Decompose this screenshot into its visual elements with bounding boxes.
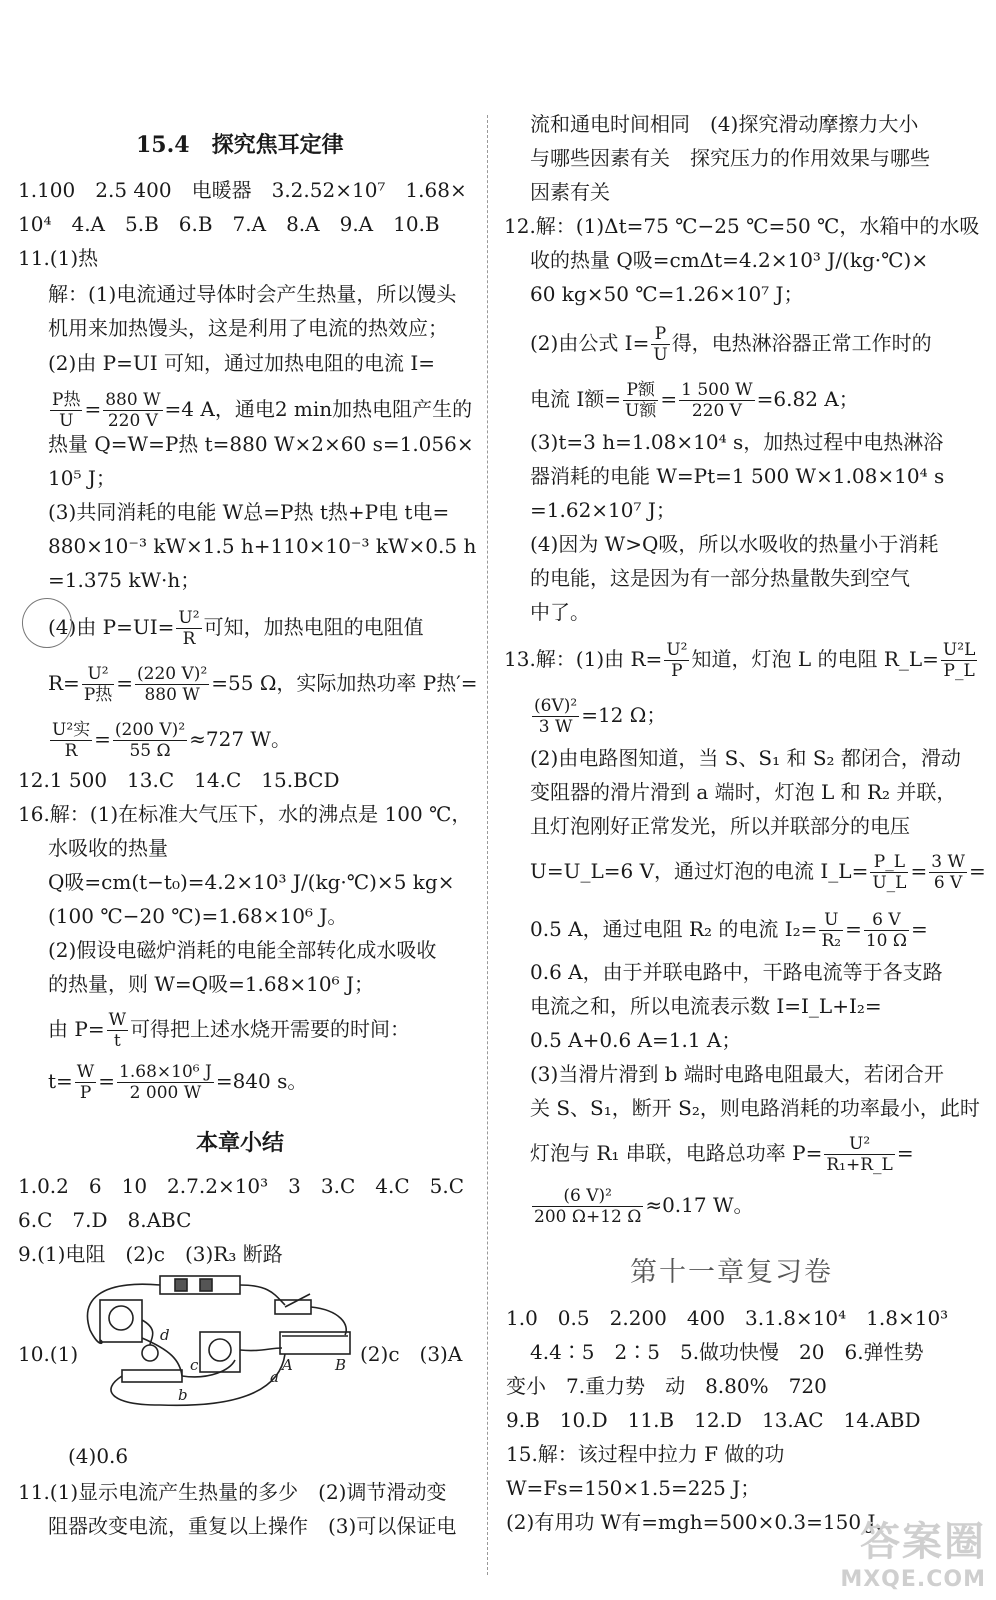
fraction: $\frac{\text{U²}}{\text{R₁+R\_L}}$ <box>826 1134 893 1175</box>
answer-line: 流和通电时间相同 (4)探究滑动摩擦力大小 <box>530 112 919 136</box>
answer-line: 变小 7.重力势 动 8.80% 720 <box>506 1374 827 1398</box>
answer-line: (100 ℃−20 ℃)=1.68×10⁶ J。 <box>48 904 348 928</box>
answer-line: (2)有用功 W有=mgh=500×0.3=150 J， <box>506 1510 896 1534</box>
answer-line: 且灯泡刚好正常发光，所以并联部分的电压 <box>530 814 910 838</box>
circuit-label-b: b <box>178 1386 188 1404</box>
answer-line: 水吸收的热量 <box>48 836 168 860</box>
fraction: $\frac{\text{U²}}{R}$ <box>178 608 200 649</box>
answer-line: 0.5 A+0.6 A=1.1 A； <box>530 1028 742 1052</box>
fraction: $\frac{W}{P}$ <box>76 1062 95 1103</box>
fraction: $\frac{\text{U²}}{\text{P热}}$ <box>83 664 113 705</box>
answer-line: 器消耗的电能 W=Pt=1 500 W×1.08×10⁴ s <box>530 464 945 488</box>
answer-line: (3)共同消耗的电能 W总=P热 t热+P电 t电= <box>48 500 450 524</box>
fraction: $\frac{6 V}{10 \Omega}$ <box>865 910 907 951</box>
answer-line: 解：(1)电流通过导体时会产生热量，所以馒头 <box>48 282 457 306</box>
section-title-15-4: 15.4 探究焦耳定律 <box>136 132 344 158</box>
fraction: $\frac{\text{U²}}{P}$ <box>666 640 688 681</box>
formula-line: 灯泡与 R₁ 串联，电路总功率 P= $\frac{\text{U²}}{\text{R₁+R\_L}}$ = <box>530 1134 914 1175</box>
battery-cell <box>175 1279 187 1291</box>
fraction: $\frac{P}{U}$ <box>653 324 668 365</box>
fraction: $\frac{\text{1.68×10⁶ J}}{2 000 W}$ <box>119 1062 212 1103</box>
answer-line: 机用来加热馒头，这是利用了电流的热效应； <box>48 316 448 340</box>
formula-line: 电流 I额= $\frac{\text{P额}}{\text{U额}}$ = $\frac{1 500 W}{220 V}$ =6.82 A； <box>530 380 859 421</box>
answer-line: 0.6 A，由于并联电路中，干路电流等于各支路 <box>530 960 943 984</box>
answer-line: 关 S、S₁，断开 S₂，则电路消耗的功率最小，此时 <box>530 1096 980 1120</box>
formula-line: $\frac{\text{(6V)²}}{3 W}$ =12 Ω； <box>534 696 667 737</box>
answer-line: 880×10⁻³ kW×1.5 h+110×10⁻³ kW×0.5 h <box>48 534 477 558</box>
lamp-base <box>122 1370 182 1382</box>
answer-line: 16.解：(1)在标准大气压下，水的沸点是 100 ℃， <box>18 802 472 826</box>
fraction: $\frac{U}{\text{R₂}}$ <box>821 910 842 951</box>
answer-line: 10⁴ 4.A 5.B 6.B 7.A 8.A 9.A 10.B <box>18 212 440 236</box>
section-title-review: 第十一章复习卷 <box>630 1257 833 1288</box>
answer-line: 1.100 2.5 400 电暖器 3.2.52×10⁷ 1.68× <box>18 178 467 202</box>
answer-line: 9.(1)电阻 (2)c (3)R₃ 断路 <box>18 1242 283 1266</box>
answer-line: 变阻器的滑片滑到 a 端时，灯泡 L 和 R₂ 并联， <box>530 780 957 804</box>
lamp-bulb <box>142 1345 158 1361</box>
circuit-label-a: a <box>270 1368 279 1386</box>
answer-line: 10⁵ J； <box>48 466 116 490</box>
circuit-label-B: B <box>335 1356 347 1374</box>
column-divider <box>487 115 488 1575</box>
answer-line: 60 kg×50 ℃=1.26×10⁷ J； <box>530 282 804 306</box>
answer-line: 9.B 10.D 11.B 12.D 13.AC 14.ABD <box>506 1408 921 1432</box>
answer-line: =1.375 kW·h； <box>48 568 201 592</box>
answer-line: (2)由电路图知道，当 S、S₁ 和 S₂ 都闭合，滑动 <box>530 746 961 770</box>
formula-line: (2)由公式 I= $\frac{P}{U}$ 得，电热淋浴器正常工作时的 <box>530 324 932 365</box>
fraction: $\frac{W}{t}$ <box>108 1010 127 1051</box>
circuit-label-d: d <box>160 1326 170 1344</box>
formula-line: 由 P= $\frac{W}{t}$ 可得把上述水烧开需要的时间： <box>48 1010 411 1051</box>
answer-line: (2)由 P=UI 可知，通过加热电阻的电流 I= <box>48 351 436 375</box>
formula-line: t= $\frac{W}{P}$ = $\frac{\text{1.68×10⁶ J}}{2 000 W}$ =840 s。 <box>48 1062 308 1103</box>
answer-line: (4)0.6 <box>68 1444 129 1468</box>
fraction: $\frac{\text{(6V)²}}{3 W}$ <box>534 696 578 737</box>
answer-line: 4.4∶5 2∶5 5.做功快慢 20 6.弹性势 <box>530 1340 924 1364</box>
answer-line: (3)t=3 h=1.08×10⁴ s，加热过程中电热淋浴 <box>530 430 944 454</box>
answer-line: 的电能，这是因为有一部分热量散失到空气 <box>530 566 910 590</box>
fraction: $\frac{\text{P热}}{U}$ <box>52 390 81 431</box>
formula-line: R= $\frac{\text{U²}}{\text{P热}}$ = $\frac{\text{(220 V)²}}{880 W}$ =55 Ω，实际加热功率 P热′= <box>48 664 478 705</box>
battery-cell <box>200 1279 212 1291</box>
fraction: $\frac{3 W}{6 V}$ <box>931 852 965 893</box>
fraction: $\frac{P\_L}{U\_L}$ <box>872 852 907 893</box>
wire <box>240 1348 282 1351</box>
fraction: $\frac{\text{(200 V)²}}{55 \Omega}$ <box>114 720 186 761</box>
fraction: $\frac{\text{(220 V)²}}{880 W}$ <box>137 664 208 705</box>
answer-line: 收的热量 Q吸=cmΔt=4.2×10³ J/(kg·℃)× <box>530 248 929 272</box>
fraction: $\frac{1 500 W}{220 V}$ <box>681 380 753 421</box>
formula-line: 13.解：(1)由 R= $\frac{\text{U²}}{P}$ 知道，灯泡 L 的电阻 R_L= $\frac{\text{U²L}}{P\_L}$ <box>504 640 976 681</box>
answer-line: (4)因为 W>Q吸，所以水吸收的热量小于消耗 <box>530 532 939 556</box>
answer-line: 11.(1)显示电流产生热量的多少 (2)调节滑动变 <box>18 1480 447 1504</box>
answer-line: 阻器改变电流，重复以上操作 (3)可以保证电 <box>48 1514 457 1538</box>
answer-line: 15.解：该过程中拉力 F 做的功 <box>506 1442 785 1466</box>
circuit-label-A: A <box>282 1356 293 1374</box>
voltmeter-box <box>200 1332 240 1372</box>
watermark <box>840 1510 986 1592</box>
formula-line: (4)由 P=UI= $\frac{\text{U²}}{R}$ 可知，加热电阻的电阻值 <box>48 608 424 649</box>
circuit-label-c: c <box>190 1356 199 1374</box>
answer-line: 11.(1)热 <box>18 246 99 270</box>
watermark-site: MXQE.COM <box>840 1567 986 1592</box>
answer-line: 的热量，则 W=Q吸=1.68×10⁶ J； <box>48 972 374 996</box>
answer-line: 6.C 7.D 8.ABC <box>18 1208 192 1232</box>
ammeter-dial <box>109 1306 133 1330</box>
formula-line: U=U_L=6 V，通过灯泡的电流 I_L= $\frac{P\_L}{U\_L}$ = $\frac{3 W}{6 V}$ = <box>530 852 986 893</box>
answer-line: 1.0 0.5 2.200 400 3.1.8×10⁴ 1.8×10³ <box>506 1306 949 1330</box>
fraction: $\frac{\text{U²L}}{P\_L}$ <box>942 640 976 681</box>
fraction: $\frac{880 W}{220 V}$ <box>105 390 161 431</box>
circuit-diagram <box>60 1270 360 1415</box>
answer-line: (3)当滑片滑到 b 端时电路电阻最大，若闭合开 <box>530 1062 944 1086</box>
section-title-summary: 本章小结 <box>196 1130 285 1156</box>
answer-line: =1.62×10⁷ J； <box>530 498 676 522</box>
formula-line: $\frac{\text{U²实}}{R}$ = $\frac{\text{(200 V)²}}{55 \Omega}$ ≈727 W。 <box>52 720 291 761</box>
answer-line: 中了。 <box>530 600 590 624</box>
watermark-logo: 答案圈 <box>860 1519 986 1565</box>
fraction: $\frac{\text{(6 V)²}}{200 \Omega+12 \Omega}$ <box>534 1186 642 1227</box>
wire <box>240 1285 285 1305</box>
answer-line-prefix: 10.(1) <box>18 1342 79 1366</box>
voltmeter-dial <box>209 1339 231 1361</box>
wire <box>88 1284 160 1343</box>
answer-line: 12.解：(1)Δt=75 ℃−25 ℃=50 ℃，水箱中的水吸 <box>504 214 980 238</box>
formula-line: $\frac{\text{P热}}{U}$ = $\frac{880 W}{220 V}$ =4 A，通电2 min加热电阻产生的 <box>52 390 473 431</box>
fraction: $\frac{\text{U²实}}{R}$ <box>52 720 91 761</box>
formula-line: $\frac{\text{(6 V)²}}{200 \Omega+12 \Omega}$ ≈0.17 W。 <box>534 1186 754 1227</box>
wire <box>311 1307 346 1335</box>
answer-line: 因素有关 <box>530 180 610 204</box>
answer-line: 热量 Q=W=P热 t=880 W×2×60 s=1.056× <box>48 432 474 456</box>
formula-line: 0.5 A，通过电阻 R₂ 的电流 I₂= $\frac{U}{\text{R₂}}$ = $\frac{6 V}{10 \Omega}$ = <box>530 910 928 951</box>
answer-line: 1.0.2 6 10 2.7.2×10³ 3 3.C 4.C 5.C <box>18 1174 465 1198</box>
answer-line: 12.1 500 13.C 14.C 15.BCD <box>18 768 340 792</box>
fraction: $\frac{\text{P额}}{\text{U额}}$ <box>625 380 657 421</box>
answer-line: Q吸=cm(t−t₀)=4.2×10³ J/(kg·℃)×5 kg× <box>48 870 455 894</box>
answer-line-suffix: (2)c (3)A <box>360 1342 463 1366</box>
answer-line: 与哪些因素有关 探究压力的作用效果与哪些 <box>530 146 930 170</box>
answer-line: (2)假设电磁炉消耗的电能全部转化成水吸收 <box>48 938 437 962</box>
answer-line: 电流之和，所以电流表示数 I=I_L+I₂= <box>530 994 882 1018</box>
answer-line: W=Fs=150×1.5=225 J； <box>506 1476 761 1500</box>
